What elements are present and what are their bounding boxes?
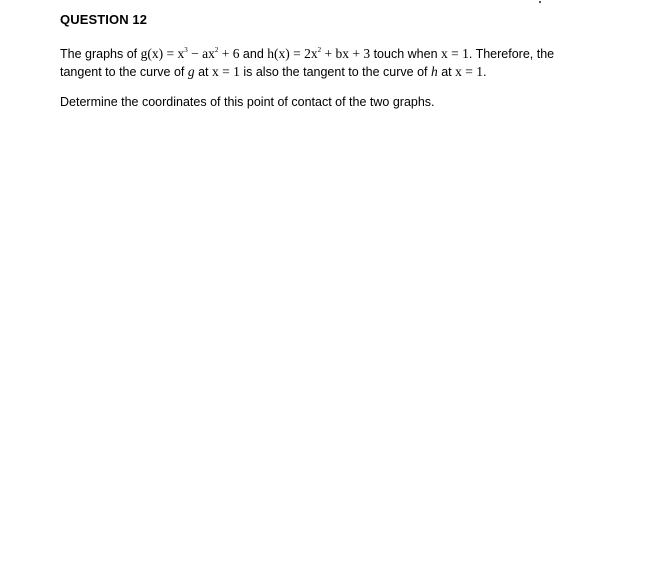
text: The graphs of xyxy=(60,47,141,61)
problem-statement xyxy=(60,45,554,81)
statement-line-2 xyxy=(60,63,554,81)
statement-line-1 xyxy=(60,45,554,63)
condition-x: x = 1 xyxy=(212,64,240,79)
question-heading: QUESTION 12 xyxy=(60,12,148,27)
h-function: $h(x) = 2x^2$ + bx + 3 xyxy=(267,46,371,61)
text: . xyxy=(482,65,487,79)
text: is also the tangent to the curve of xyxy=(239,65,431,79)
g-symbol: g xyxy=(187,64,195,79)
question-prompt: Determine the coordinates of this point of contact of the two graphs. xyxy=(60,95,435,109)
condition-x: x = 1 xyxy=(441,46,469,61)
text: and xyxy=(239,47,268,61)
h-symbol: h xyxy=(430,64,438,79)
text: tangent to the curve of xyxy=(60,65,188,79)
text: at xyxy=(437,65,456,79)
edge-mark xyxy=(539,1,541,3)
condition-x: x = 1 xyxy=(455,64,483,79)
text: touch when xyxy=(370,47,441,61)
g-function: $g(x) = x^3 - ax^2 + 6$ xyxy=(140,46,240,61)
text: at xyxy=(194,65,212,79)
text: . Therefore, the xyxy=(468,47,555,61)
